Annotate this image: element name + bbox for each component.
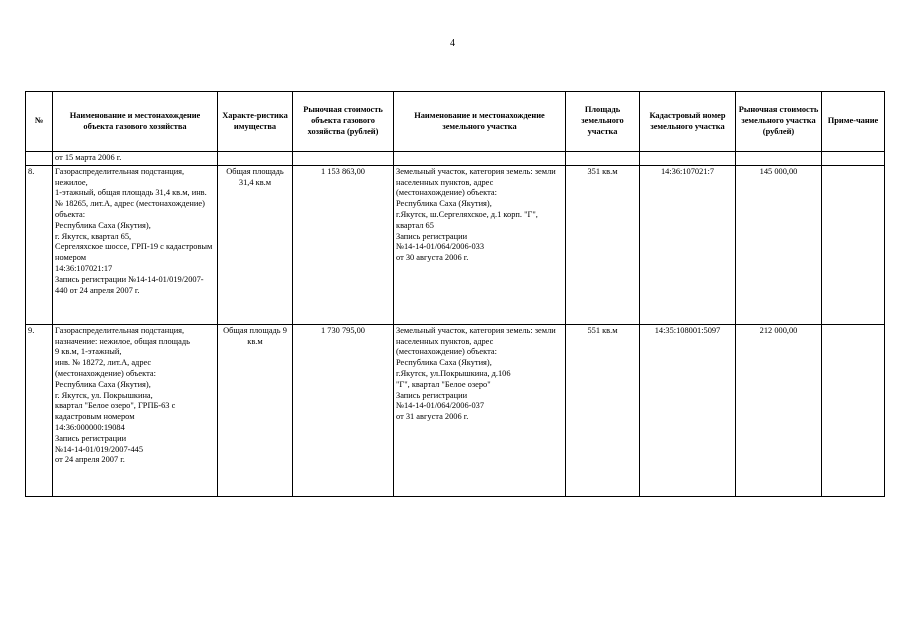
gas-cost-cell: 1 153 863,00 xyxy=(293,165,394,324)
cadastral-cell: 14:36:107021:7 xyxy=(640,165,736,324)
row-number: 9. xyxy=(26,324,53,496)
cadastral-cell: 14:35:108001:5097 xyxy=(640,324,736,496)
header-gas-object: Наименование и местонахождение объекта газового хозяйства xyxy=(53,92,218,152)
gas-cost-cell: 1 730 795,00 xyxy=(293,324,394,496)
gas-object-cell: Газораспределительная подстанция, назначение: нежилое, общая площадь 9 кв.м, 1-этажный, инв. № 18272, лит.А, адрес (местонахождение) объекта: Республика Саха (Якутия), г. Якутск, ул. Покрышкина, квартал "Белое озеро", ГРПБ-63 с кадастровым номером 14:36:000000:19084 Запись регистрации №14-14-01/019/2007-445 от 24 апреля 2007 г. xyxy=(53,324,218,496)
property-table xyxy=(25,91,885,497)
area-cell: 351 кв.м xyxy=(566,165,640,324)
page-number: 4 xyxy=(450,38,455,49)
continuation-text: от 15 марта 2006 г. xyxy=(53,152,218,166)
land-plot-cell: Земельный участок, категория земель: земли населенных пунктов, адрес (местонахождение) объекта: Республика Саха (Якутия), г.Якутск, ул.Покрышкина, д.106 "Г", квартал "Белое озеро" Запись регистрации №14-14-01/064/2006-037 от 31 августа 2006 г. xyxy=(394,324,566,496)
table-row xyxy=(26,324,885,496)
area-cell: 551 кв.м xyxy=(566,324,640,496)
table-row xyxy=(26,165,885,324)
header-row xyxy=(26,92,885,152)
gas-object-cell: Газораспределительная подстанция, нежилое, 1-этажный, общая площадь 31,4 кв.м, инв. № 18265, лит.А, адрес (местонахождение) объекта: Республика Саха (Якутия), г. Якутск, квартал 65, Сергеляхское шоссе, ГРП-19 с кадастровым номером 14:36:107021:17 Запись регистрации №14-14-01/019/2007-440 от 24 апреля 2007 г. xyxy=(53,165,218,324)
header-land-plot: Наименование и местонахождение земельного участка xyxy=(394,92,566,152)
land-cost-cell: 212 000,00 xyxy=(736,324,822,496)
continuation-row xyxy=(26,152,885,166)
note-cell xyxy=(822,165,885,324)
header-cadastral: Кадастровый номер земельного участка xyxy=(640,92,736,152)
note-cell xyxy=(822,324,885,496)
header-gas-cost: Рыночная стоимость объекта газового хозяйства (рублей) xyxy=(293,92,394,152)
header-characteristic: Характе-ристика имущества xyxy=(218,92,293,152)
header-note: Приме-чание xyxy=(822,92,885,152)
land-plot-cell: Земельный участок, категория земель: земли населенных пунктов, адрес (местонахождение) объекта: Республика Саха (Якутия), г.Якутск, ш.Сергеляхское, д.1 корп. "Г", квартал 65 Запись регистрации №14-14-01/064/2006-033 от 30 августа 2006 г. xyxy=(394,165,566,324)
row-number: 8. xyxy=(26,165,53,324)
characteristic-cell: Общая площадь 31,4 кв.м xyxy=(218,165,293,324)
land-cost-cell: 145 000,00 xyxy=(736,165,822,324)
header-land-cost: Рыночная стоимость земельного участка (рублей) xyxy=(736,92,822,152)
header-number: № xyxy=(26,92,53,152)
header-area: Площадь земельного участка xyxy=(566,92,640,152)
characteristic-cell: Общая площадь 9 кв.м xyxy=(218,324,293,496)
